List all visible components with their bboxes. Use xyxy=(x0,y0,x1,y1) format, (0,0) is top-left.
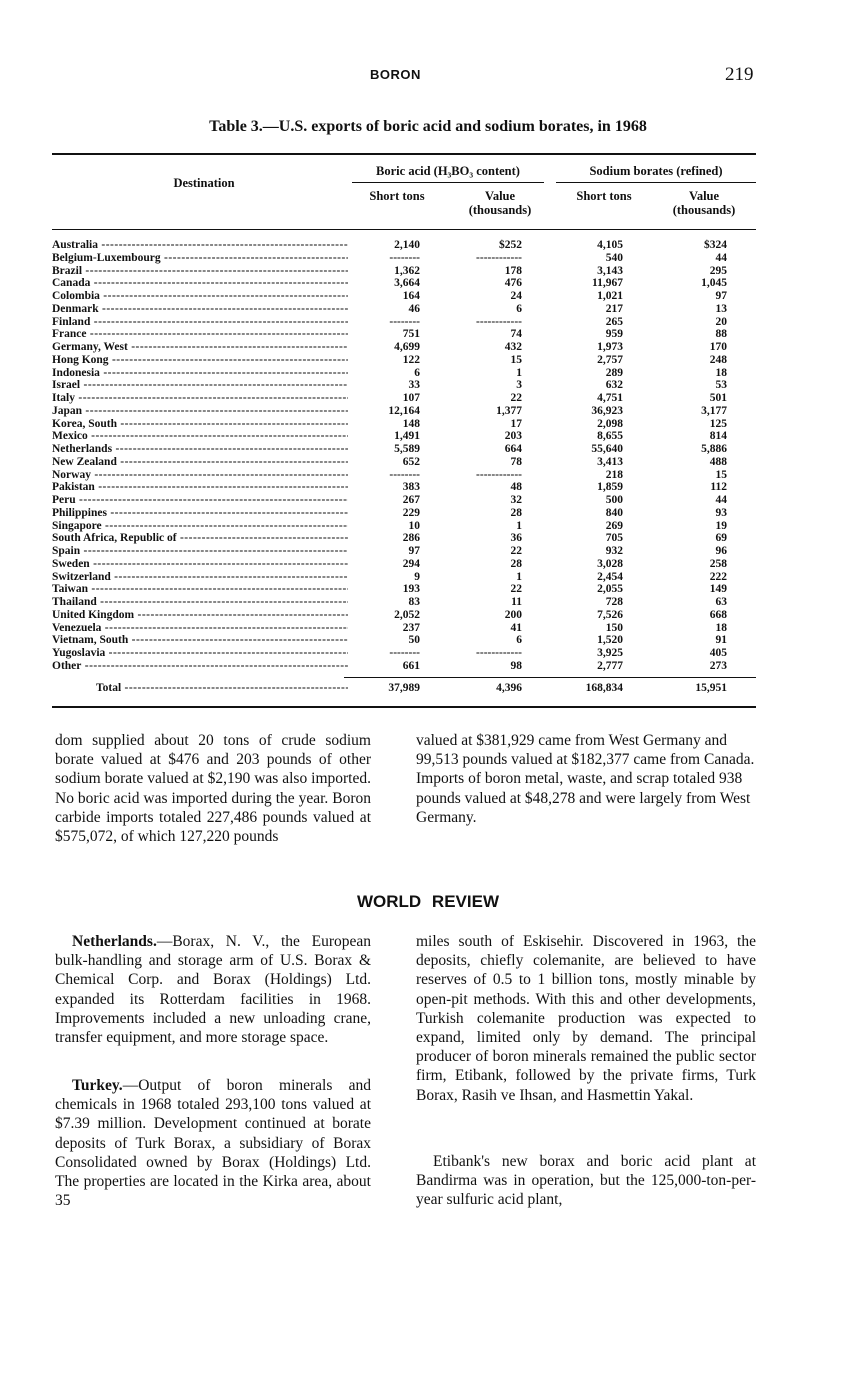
table-row xyxy=(52,354,756,367)
table-row xyxy=(52,418,756,431)
row-sodium-value: 44 xyxy=(715,494,727,506)
row-boric-tons: 107 xyxy=(402,392,420,404)
row-sodium-value: 18 xyxy=(715,621,727,634)
row-sodium-tons: 1,021 xyxy=(597,290,623,302)
table-row xyxy=(52,456,756,469)
boric-value-header xyxy=(448,189,552,217)
table-row xyxy=(52,379,756,392)
row-sodium-value: 501 xyxy=(709,392,727,404)
row-sodium-value: 5,886 xyxy=(701,443,727,455)
row-sodium-tons: 7,526 xyxy=(597,608,623,621)
table-top-rule xyxy=(52,153,756,155)
row-destination: Philippines ----- xyxy=(52,507,348,520)
boric-value-header-line2: (thousands) xyxy=(468,203,532,217)
row-boric-tons: 122 xyxy=(402,353,420,366)
row-sodium-value: 63 xyxy=(715,596,727,608)
row-sodium-tons: 3,925 xyxy=(597,647,623,659)
row-boric-value: 78 xyxy=(510,455,522,468)
row-destination: France ----- xyxy=(52,328,348,341)
row-destination: South Africa, Republic of ----- xyxy=(52,532,348,545)
row-destination: Canada ----- xyxy=(52,277,348,290)
row-sodium-tons: 36,923 xyxy=(591,404,623,417)
row-sodium-tons: 269 xyxy=(605,519,623,532)
table-row xyxy=(52,532,756,545)
row-boric-tons: 6 xyxy=(414,366,420,379)
page-number: 219 xyxy=(725,64,754,85)
row-boric-tons: 148 xyxy=(402,417,420,430)
netherlands-lead: Netherlands. xyxy=(72,933,157,950)
row-destination: Italy ----- xyxy=(52,392,348,405)
row-destination: Yugoslavia ----- xyxy=(52,647,348,660)
row-sodium-value: 405 xyxy=(709,647,727,659)
row-boric-tons: 2,052 xyxy=(394,608,420,621)
row-boric-tons: 2,140 xyxy=(394,239,420,251)
row-destination: Sweden ----- xyxy=(52,558,348,571)
table-row xyxy=(52,367,756,380)
row-sodium-tons: 217 xyxy=(605,302,623,315)
row-destination: Colombia ----- xyxy=(52,290,348,303)
row-boric-tons: 46 xyxy=(408,302,420,315)
sodium-value-header-line1: Value xyxy=(688,189,720,203)
turkey-lead: Turkey. xyxy=(72,1077,123,1094)
row-boric-value: 17 xyxy=(510,417,522,430)
row-destination: Mexico ----- xyxy=(52,430,348,443)
netherlands-paragraph xyxy=(55,932,371,1047)
row-destination: Other ----- xyxy=(52,660,348,673)
row-boric-tons: 10 xyxy=(408,519,420,532)
netherlands-text: —Borax, N. V., the European bulk-handling and storage arm of U.S. Borax & Chemical Corp. and Borax (Holdings) Ltd. expanded its Rotterdam facilities in 1968. Improvements included a new unloading crane, transfer equipment, and more storage space. xyxy=(55,933,371,1047)
table-row xyxy=(52,647,756,660)
row-boric-tons: 1,491 xyxy=(394,430,420,443)
row-boric-tons: -------- xyxy=(389,251,420,264)
table-row xyxy=(52,239,756,252)
row-boric-value: 6 xyxy=(516,302,522,315)
row-boric-tons: 4,699 xyxy=(394,341,420,353)
row-sodium-tons: 632 xyxy=(605,379,623,392)
row-sodium-value: 668 xyxy=(709,608,727,621)
row-sodium-tons: 4,105 xyxy=(597,239,623,251)
row-sodium-value: 53 xyxy=(715,379,727,392)
boric-value-header-line1: Value xyxy=(484,189,516,203)
row-sodium-value: 222 xyxy=(709,570,727,583)
row-sodium-tons: 218 xyxy=(605,468,623,481)
row-boric-tons: 267 xyxy=(402,494,420,506)
row-sodium-tons: 500 xyxy=(605,494,623,506)
row-boric-tons: -------- xyxy=(389,647,420,659)
row-boric-value: ------------ xyxy=(476,315,522,328)
row-sodium-value: 13 xyxy=(715,302,727,315)
table-row xyxy=(52,558,756,571)
table-row xyxy=(52,507,756,520)
row-boric-value: 664 xyxy=(504,443,522,455)
world-review-heading: WORLD REVIEW xyxy=(357,892,499,911)
row-destination: Israel ----- xyxy=(52,379,348,392)
row-boric-value: 1 xyxy=(516,366,522,379)
sodium-group-rule xyxy=(556,182,756,183)
table-row xyxy=(52,481,756,494)
row-boric-tons: 33 xyxy=(408,379,420,392)
row-sodium-tons: 289 xyxy=(605,366,623,379)
row-destination: Korea, South ----- xyxy=(52,418,348,431)
row-sodium-tons: 55,640 xyxy=(591,443,623,455)
row-sodium-value: 91 xyxy=(715,634,727,647)
row-sodium-tons: 8,655 xyxy=(597,430,623,443)
row-boric-tons: 5,589 xyxy=(394,443,420,455)
row-boric-value: 74 xyxy=(510,328,522,341)
row-sodium-tons: 959 xyxy=(605,328,623,341)
row-sodium-value: 3,177 xyxy=(701,404,727,417)
row-sodium-value: $324 xyxy=(704,239,727,251)
row-sodium-tons: 2,098 xyxy=(597,417,623,430)
row-boric-value: 3 xyxy=(516,379,522,392)
row-boric-value: 6 xyxy=(516,634,522,647)
table-row xyxy=(52,520,756,533)
row-boric-tons: 12,164 xyxy=(388,404,420,417)
row-boric-value: 178 xyxy=(504,264,522,277)
row-sodium-value: 170 xyxy=(709,341,727,353)
boric-acid-group-header: Boric acid (H₃BO₃ content) xyxy=(376,164,520,178)
row-boric-value: 11 xyxy=(511,596,522,608)
turkey-paragraph xyxy=(55,1076,371,1210)
row-destination: Denmark ----- xyxy=(52,303,348,316)
turkey-continued-paragraph: miles south of Eskisehir. Discovered in 1963, the deposits, chiefly colemanite, are believed to have reserves of 0.5 to 1 billion tons, mostly minable by open-pit methods. With this and other developments, Turkish colemanite production was expected to expand, limited only by demand. The principal producer of boron minerals remained the public sector firm, Etibank, followed by the private firms, Turk Borax, Rasih ve Ihsan, and Hasmettin Yakal. xyxy=(416,933,756,1104)
row-boric-value: ------------ xyxy=(476,251,522,264)
row-boric-tons: 229 xyxy=(402,506,420,519)
row-boric-value: 32 xyxy=(510,494,522,506)
row-sodium-tons: 840 xyxy=(605,506,623,519)
etibank-paragraph: Etibank's new borax and boric acid plant at Bandirma was in operation, but the 125,000-ton-per-year sulfuric acid plant, xyxy=(416,1153,756,1209)
row-boric-value: 24 xyxy=(510,290,522,302)
row-boric-value: 203 xyxy=(504,430,522,443)
row-boric-tons: 50 xyxy=(408,634,420,647)
row-sodium-value: 814 xyxy=(709,430,727,443)
row-boric-tons: 3,664 xyxy=(394,277,420,290)
row-sodium-value: 93 xyxy=(715,506,727,519)
row-boric-tons: 652 xyxy=(402,455,420,468)
boric-group-rule xyxy=(352,182,544,183)
table-row xyxy=(52,303,756,316)
row-boric-value: 41 xyxy=(510,621,522,634)
row-boric-value: 15 xyxy=(510,353,522,366)
row-boric-value: 1,377 xyxy=(496,404,522,417)
sodium-borates-group-header: Sodium borates (refined) xyxy=(589,164,723,178)
row-destination: Peru ----- xyxy=(52,494,348,507)
row-destination: Brazil ----- xyxy=(52,265,348,278)
row-destination: Thailand ----- xyxy=(52,596,348,609)
row-boric-tons: 294 xyxy=(402,557,420,570)
row-sodium-tons: 3,028 xyxy=(597,557,623,570)
table-row xyxy=(52,265,756,278)
boric-short-tons-header: Short tons xyxy=(369,189,425,203)
sodium-value-header xyxy=(652,189,756,217)
row-sodium-value: 1,045 xyxy=(701,277,727,290)
row-sodium-value: 248 xyxy=(709,353,727,366)
row-destination: Belgium-Luxembourg ----- xyxy=(52,252,348,265)
row-boric-tons: 286 xyxy=(402,532,420,545)
header-bottom-rule xyxy=(52,229,756,230)
row-boric-value: 22 xyxy=(510,545,522,557)
row-destination: Australia ----- xyxy=(52,239,348,252)
row-sodium-tons: 540 xyxy=(605,251,623,264)
table-row xyxy=(52,290,756,303)
row-sodium-tons: 728 xyxy=(605,596,623,608)
row-sodium-tons: 11,967 xyxy=(592,277,623,290)
table-row xyxy=(52,328,756,341)
row-boric-value: 200 xyxy=(504,608,522,621)
table-row xyxy=(52,316,756,329)
row-sodium-value: 44 xyxy=(715,251,727,264)
row-boric-tons: 83 xyxy=(408,596,420,608)
row-boric-tons: 1,362 xyxy=(394,264,420,277)
row-boric-tons: 97 xyxy=(408,545,420,557)
row-sodium-value: 18 xyxy=(715,366,727,379)
row-destination: Spain ----- xyxy=(52,545,348,558)
row-destination: United Kingdom ----- xyxy=(52,609,348,622)
row-sodium-tons: 150 xyxy=(605,621,623,634)
table-row xyxy=(52,494,756,507)
row-boric-value: 1 xyxy=(516,519,522,532)
table-row xyxy=(52,252,756,265)
row-boric-tons: 661 xyxy=(402,659,420,672)
row-boric-value: 22 xyxy=(510,583,522,596)
row-boric-tons: 751 xyxy=(402,328,420,341)
table-row xyxy=(52,596,756,609)
row-boric-value: 432 xyxy=(504,341,522,353)
table-row xyxy=(52,660,756,673)
row-sodium-value: 125 xyxy=(709,417,727,430)
row-sodium-value: 295 xyxy=(709,264,727,277)
running-head: BORON xyxy=(370,67,421,82)
table-row xyxy=(52,622,756,635)
row-destination: Finland ----- xyxy=(52,316,348,329)
row-destination: Japan ----- xyxy=(52,405,348,418)
row-boric-value: ------------ xyxy=(476,647,522,659)
row-sodium-tons: 2,777 xyxy=(597,659,623,672)
sodium-value-header-line2: (thousands) xyxy=(672,203,736,217)
row-sodium-tons: 1,859 xyxy=(597,481,623,494)
row-destination: Hong Kong ----- xyxy=(52,354,348,367)
total-boric-value: 4,396 xyxy=(496,682,522,694)
row-destination: Norway ----- xyxy=(52,469,348,482)
table-bottom-rule xyxy=(52,706,756,708)
row-boric-value: 22 xyxy=(510,392,522,404)
total-row xyxy=(52,682,756,696)
row-destination: Pakistan ----- xyxy=(52,481,348,494)
row-boric-value: 1 xyxy=(516,570,522,583)
row-destination: Germany, West ----- xyxy=(52,341,348,354)
row-boric-value: 28 xyxy=(510,506,522,519)
row-boric-tons: 383 xyxy=(402,481,420,494)
row-sodium-value: 15 xyxy=(715,468,727,481)
table-body xyxy=(52,239,756,673)
row-boric-value: 28 xyxy=(510,557,522,570)
table-row xyxy=(52,583,756,596)
row-destination: Indonesia ----- xyxy=(52,367,348,380)
row-sodium-tons: 3,143 xyxy=(597,264,623,277)
row-sodium-value: 88 xyxy=(715,328,727,341)
row-boric-value: 48 xyxy=(510,481,522,494)
row-boric-value: 36 xyxy=(510,532,522,545)
table-row xyxy=(52,405,756,418)
imports-paragraph-right: valued at $381,929 came from West Germany and 99,513 pounds valued at $182,377 came from Canada. Imports of boron metal, waste, and scrap totaled 938 pounds valued at $48,278 and were largely from West Germany. xyxy=(416,732,755,826)
row-sodium-value: 97 xyxy=(715,290,727,302)
table-row xyxy=(52,392,756,405)
row-boric-value: 476 xyxy=(504,277,522,290)
table-row xyxy=(52,341,756,354)
row-sodium-value: 96 xyxy=(715,545,727,557)
page-header xyxy=(0,64,856,86)
row-boric-tons: 193 xyxy=(402,583,420,596)
table-row xyxy=(52,443,756,456)
row-destination: Venezuela ----- xyxy=(52,622,348,635)
row-sodium-value: 20 xyxy=(715,315,727,328)
imports-paragraph-left: dom supplied about 20 tons of crude sodium borate valued at $476 and 203 pounds of other sodium borate valued at $2,190 was also imported. No boric acid was imported during the year. Boron carbide imports totaled 227,486 pounds valued at $575,072, of which 127,220 pounds xyxy=(55,732,371,846)
row-sodium-tons: 3,413 xyxy=(597,455,623,468)
table-title: Table 3.—U.S. exports of boric acid and sodium borates, in 1968 xyxy=(209,118,647,135)
row-destination: Netherlands ----- xyxy=(52,443,348,456)
table-row xyxy=(52,469,756,482)
row-sodium-tons: 932 xyxy=(605,545,623,557)
row-destination: Taiwan ----- xyxy=(52,583,348,596)
row-boric-tons: 9 xyxy=(414,570,420,583)
table-row xyxy=(52,571,756,584)
total-boric-tons: 37,989 xyxy=(388,682,420,694)
total-label: Total ----- xyxy=(96,682,348,694)
table-row xyxy=(52,545,756,558)
sodium-short-tons-header: Short tons xyxy=(576,189,632,203)
row-boric-tons: 237 xyxy=(402,621,420,634)
row-boric-value: $252 xyxy=(499,239,522,251)
row-sodium-value: 273 xyxy=(709,659,727,672)
row-sodium-tons: 2,055 xyxy=(597,583,623,596)
destination-header: Destination xyxy=(173,176,235,190)
table-row xyxy=(52,277,756,290)
row-sodium-tons: 1,520 xyxy=(597,634,623,647)
row-boric-tons: -------- xyxy=(389,315,420,328)
row-sodium-value: 258 xyxy=(709,557,727,570)
row-sodium-tons: 2,454 xyxy=(597,570,623,583)
table-row xyxy=(52,634,756,647)
turkey-text: —Output of boron minerals and chemicals in 1968 totaled 293,100 tons valued at $7.39 million. Development continued at borate deposits of Turk Borax, a subsidiary of Borax Consolidated owned by Borax (Holdings) Ltd. The properties are located in the Kirka area, about 35 xyxy=(55,1077,371,1210)
row-destination: New Zealand ----- xyxy=(52,456,348,469)
row-boric-tons: 164 xyxy=(402,290,420,302)
total-top-rule xyxy=(344,677,756,678)
table-row xyxy=(52,609,756,622)
row-boric-value: 98 xyxy=(510,659,522,672)
row-sodium-tons: 2,757 xyxy=(597,353,623,366)
row-sodium-tons: 1,973 xyxy=(597,341,623,353)
total-sodium-value: 15,951 xyxy=(695,682,727,694)
row-sodium-tons: 4,751 xyxy=(597,392,623,404)
total-sodium-tons: 168,834 xyxy=(585,682,623,694)
row-boric-tons: -------- xyxy=(389,468,420,481)
row-destination: Vietnam, South ----- xyxy=(52,634,348,647)
row-sodium-tons: 265 xyxy=(605,315,623,328)
row-sodium-tons: 705 xyxy=(605,532,623,545)
row-sodium-value: 112 xyxy=(710,481,727,494)
row-destination: Switzerland ----- xyxy=(52,571,348,584)
row-sodium-value: 149 xyxy=(709,583,727,596)
row-boric-value: ------------ xyxy=(476,468,522,481)
row-destination: Singapore ----- xyxy=(52,520,348,533)
row-sodium-value: 488 xyxy=(709,455,727,468)
table-row xyxy=(52,430,756,443)
row-sodium-value: 69 xyxy=(715,532,727,545)
row-sodium-value: 19 xyxy=(715,519,727,532)
